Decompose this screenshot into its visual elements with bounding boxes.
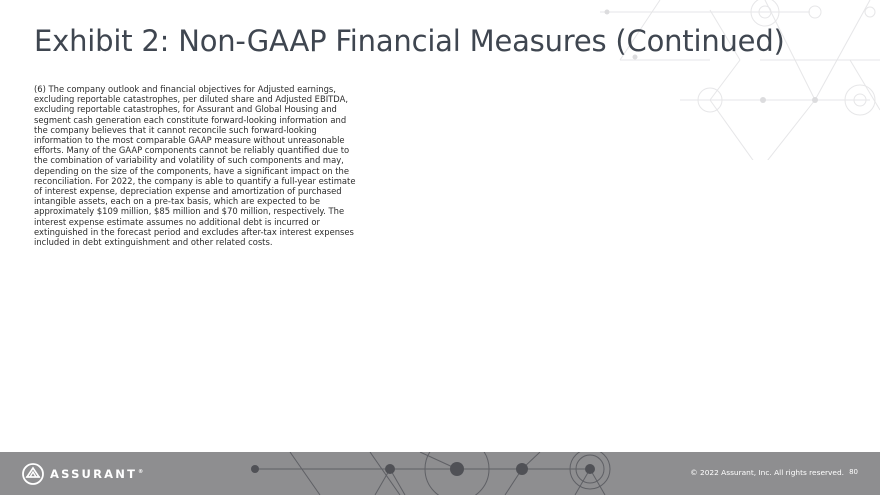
assurant-logo-mark-icon <box>22 463 44 485</box>
footer-bar <box>0 452 880 495</box>
footnote-text: (6) The company outlook and financial objectives for Adjusted earnings, excluding reportable catastrophes, per diluted share and Adjusted EBITDA, excluding reportable catastrophes, for Assurant and Global Housing and segment cash generation each constitute forward-looking information and the company believes that it cannot reconcile such forward-looking information to the most comparable GAAP measure without unreasonable efforts. Many of the GAAP components cannot be reliably quantified due to the combination of variability and volatility of such components and may, depending on the size of the components, have a significant impact on the reconciliation. For 2022, the company is able to quantify a full-year estimate of interest expense, depreciation expense and amortization of purchased intangible assets, each on a pre-tax basis, which are expected to be approximately $109 million, $85 million and $70 million, respectively. The interest expense estimate assumes no additional debt is incurred or extinguished in the forecast period and excludes after-tax interest expenses included in debt extinguishment and other related costs. <box>34 84 356 248</box>
footer-network-decoration <box>230 452 630 495</box>
copyright-text: © 2022 Assurant, Inc. All rights reserved. <box>690 468 844 477</box>
page-title: Exhibit 2: Non-GAAP Financial Measures (Continued) <box>34 24 785 58</box>
logo-wordmark: ASSURANT® <box>50 467 144 481</box>
page-number: 80 <box>849 468 858 476</box>
assurant-logo <box>22 462 143 486</box>
